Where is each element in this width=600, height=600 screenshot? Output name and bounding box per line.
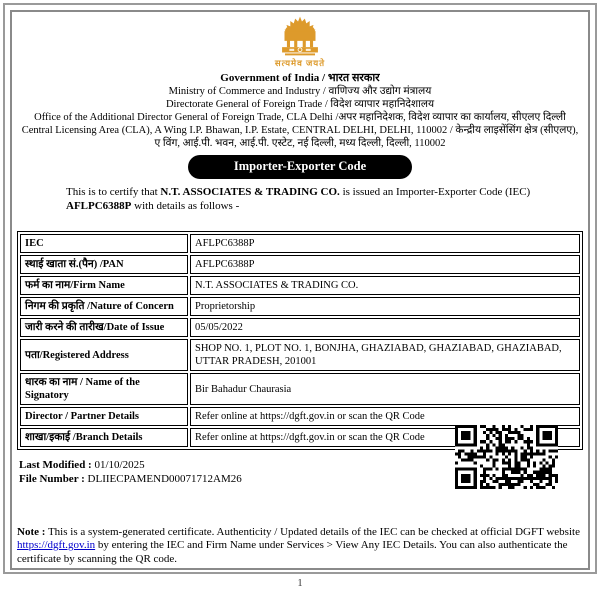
header-government-of-india: Government of India / भारत सरकार [220,72,380,84]
note-part1: This is a system-generated certificate. Authenticity / Updated details of the IEC can be checked at official DGFT website [45,525,580,538]
row-value: Proprietorship [190,297,580,316]
header-office: Office of the Additional Director General of Foreign Trade, CLA Delhi /अपर महानिदेशक, विदेश व्यापार का कार्यालय, सीएलए दिल्ली [34,112,566,123]
note-label: Note : [17,525,46,538]
header-dgft: Directorate General of Foreign Trade / विदेश व्यापार महानिदेशालय [165,99,435,110]
row-value: AFLPC6388P [190,255,580,274]
emblem-motto: सत्यमेव जयते [274,58,326,68]
row-label: पता/Registered Address [20,339,188,371]
file-number-value: DLIIECPAMEND00071712AM26 [87,473,242,485]
certification-statement [66,185,536,213]
row-label: IEC [20,234,188,253]
intro-pre: This is to certify that [66,186,161,198]
importer-exporter-code-badge: Importer-Exporter Code [188,155,412,179]
header-cla-address: Central Licensing Area (CLA), A Wing I.P. Bhawan, I.P. Estate, CENTRAL DELHI, DELHI, 110002 / केन्द्रीय लाइसेंसिंग क्षेत्र (सीएलए), ए विंग, आई.पी. भवन, आई.पी. एस्टेट, नई दिल्ली, मध्य दिल्ली, दिल्ली, 110002 [21,125,579,149]
table-row-signatory-name [20,373,580,405]
table-row-pan [20,255,580,274]
row-value: AFLPC6388P [190,234,580,253]
last-modified-value: 01/10/2025 [94,459,145,471]
row-value: 05/05/2022 [190,318,580,337]
dgft-website-link[interactable]: https://dgft.gov.in [17,539,96,551]
intro-mid: is issued an Importer-Exporter Code (IEC) [339,186,531,198]
row-label: फर्म का नाम/Firm Name [20,276,188,295]
file-number-label: File Number : [19,473,85,485]
table-row-firm-name [20,276,580,295]
table-row-registered-address [20,339,580,371]
row-label: स्थाई खाता सं.(पैन) /PAN [20,255,188,274]
iec-details-table [17,231,583,450]
india-national-emblem-icon [14,14,586,68]
table-row-director-partner-details [20,407,580,426]
intro-post: with details as follows - [131,200,240,212]
row-label: जारी करने की तारीख/Date of Issue [20,318,188,337]
table-row-nature-of-concern [20,297,580,316]
table-row-date-of-issue [20,318,580,337]
table-row-iec [20,234,580,253]
last-modified-label: Last Modified : [19,459,92,471]
note-text [17,526,583,567]
footer-meta [19,458,242,486]
row-value: Refer online at https://dgft.gov.in or scan the QR Code [190,428,580,447]
row-label: निगम की प्रकृति /Nature of Concern [20,297,188,316]
row-label: Director / Partner Details [20,407,188,426]
certificate-content [14,12,586,567]
row-value: Refer online at https://dgft.gov.in or scan the QR Code [190,407,580,426]
row-label: शाखा/इकाई /Branch Details [20,428,188,447]
row-label: धारक का नाम / Name of the Signatory [20,373,188,405]
file-number-line [19,472,242,486]
intro-iec-code: AFLPC6388P [66,200,132,212]
intro-firm-name: N.T. ASSOCIATES & TRADING CO. [160,186,340,198]
page-number: 1 [297,578,303,589]
last-modified-line [19,458,242,472]
header-ministry: Ministry of Commerce and Industry / वाणिज्य और उद्योग मंत्रालय [168,86,432,97]
row-value: Bir Bahadur Chaurasia [190,373,580,405]
row-value: SHOP NO. 1, PLOT NO. 1, BONJHA, GHAZIABAD, GHAZIABAD, GHAZIABAD, UTTAR PRADESH, 201001 [190,339,580,371]
qr-code [455,425,558,489]
row-value: N.T. ASSOCIATES & TRADING CO. [190,276,580,295]
note-part2: by entering the IEC and Firm Name under Services > View Any IEC Details. You can also authenticate the certificate by scanning the QR code. [17,539,568,565]
